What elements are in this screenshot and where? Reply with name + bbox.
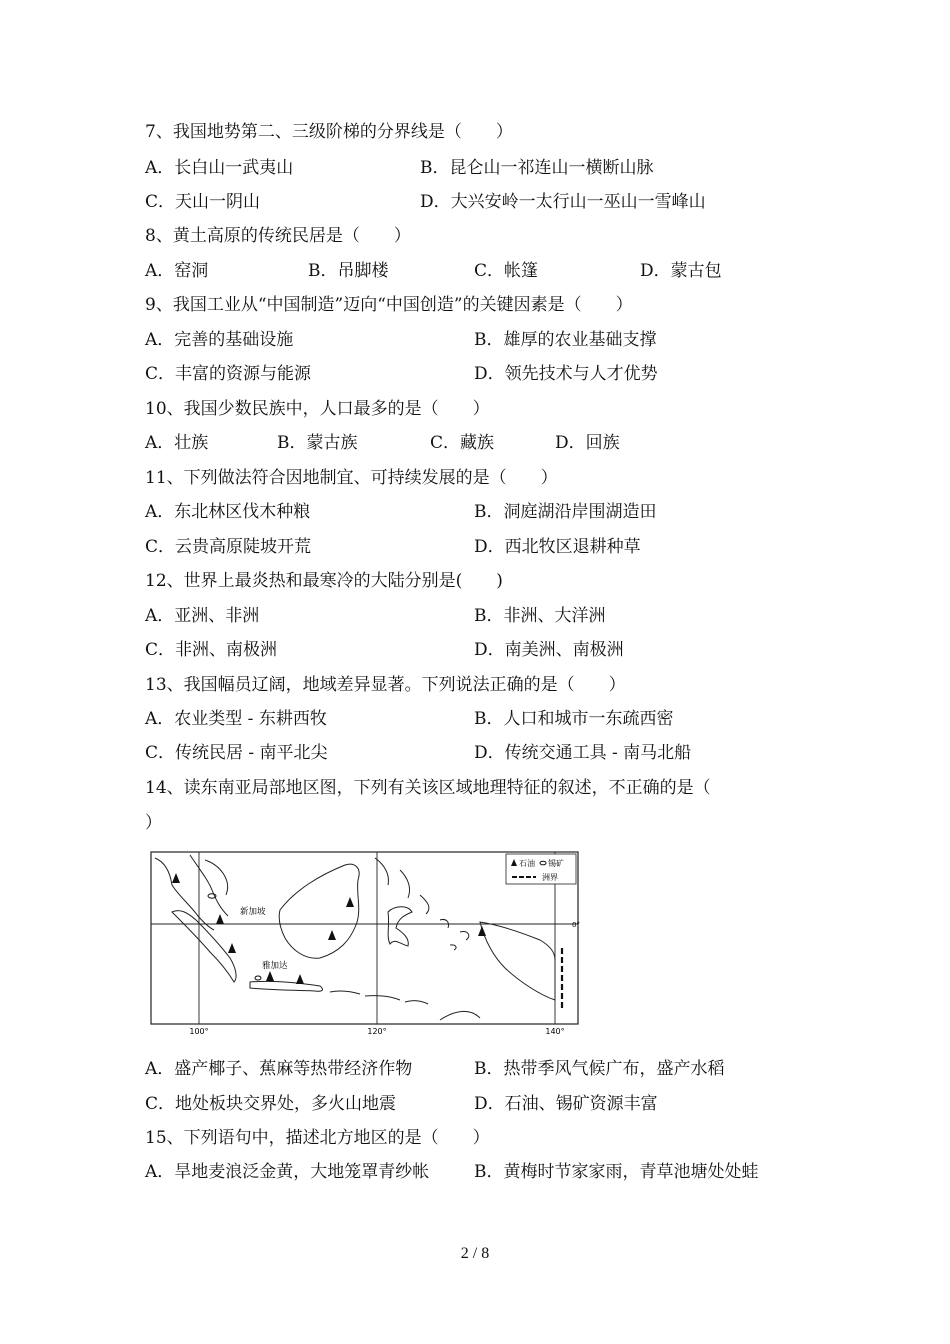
question-12-stem: 12、世界上最炎热和最寒冷的大陆分别是( ) [145, 571, 503, 591]
peninsula-coast [155, 858, 214, 930]
java [250, 981, 322, 991]
question-15-stem: 15、下列语句中，描述北方地区的是（ ） [145, 1128, 490, 1148]
question-13-stem: 13、我国幅员辽阔，地域差异显著。下列说法正确的是（ ） [145, 675, 626, 695]
oil-marker [266, 971, 274, 981]
q15-option-b: B．黄梅时节家家雨，青草池塘处处蛙 [474, 1162, 759, 1182]
q15-option-a: A．旱地麦浪泛金黄，大地笼罩青纱帐 [145, 1162, 430, 1182]
new-guinea [480, 922, 555, 1000]
oil-marker [478, 926, 486, 936]
gulf-coast [205, 860, 228, 895]
philippines [375, 858, 429, 914]
legend-oil-label: 石油 [519, 859, 535, 868]
legend-tin-label: 锡矿 [548, 859, 564, 868]
label-singapore: 新加坡 [240, 907, 266, 917]
q11-option-d: D．西北牧区退耕种草 [474, 537, 641, 557]
q12-option-a: A．亚洲、非洲 [145, 606, 260, 626]
q8-option-a: A．窑洞 [145, 261, 209, 281]
borneo [279, 864, 359, 958]
map-legend [506, 854, 576, 884]
q11-option-c: C．云贵高原陡坡开荒 [145, 537, 312, 557]
q11-option-b: B．洞庭湖沿岸围湖造田 [474, 502, 657, 522]
oil-marker [328, 930, 336, 940]
tin-marker [255, 976, 261, 980]
q12-option-b: B．非洲、大洋洲 [474, 606, 606, 626]
question-11-stem: 11、下列做法符合因地制宜、可持续发展的是（ ） [145, 468, 558, 488]
q13-option-a: A．农业类型 - 东耕西牧 [145, 709, 327, 729]
q13-option-b: B．人口和城市一东疏西密 [474, 709, 674, 729]
tick-lon-140: 140° [545, 1027, 565, 1035]
southeast-asia-map [150, 850, 580, 1035]
q9-option-a: A．完善的基础设施 [145, 330, 294, 350]
q14-option-d: D．石油、锡矿资源丰富 [474, 1094, 658, 1114]
legend-boundary-label: 洲界 [542, 873, 558, 882]
q7-option-a: A．长白山一武夷山 [145, 158, 294, 178]
q8-option-b: B．吊脚楼 [308, 261, 389, 281]
q10-option-b: B．蒙古族 [277, 433, 358, 453]
q8-option-c: C．帐篷 [474, 261, 539, 281]
q13-option-c: C．传统民居 - 南平北尖 [145, 743, 328, 763]
oil-marker [216, 914, 224, 924]
tick-lon-120: 120° [367, 1027, 387, 1035]
sulawesi [388, 907, 412, 946]
q9-option-d: D．领先技术与人才优势 [474, 364, 658, 384]
sumatra [172, 911, 236, 982]
q9-option-c: C．丰富的资源与能源 [145, 364, 312, 384]
oil-marker [228, 943, 236, 953]
question-8-stem: 8、黄土高原的传统民居是（ ） [145, 226, 411, 246]
q13-option-d: D．传统交通工具 - 南马北船 [474, 743, 692, 763]
question-14-stem: 14、读东南亚局部地区图，下列有关该区域地理特征的叙述，不正确的是（ [145, 778, 711, 798]
lesser-sunda [330, 991, 428, 1004]
question-9-stem: 9、我国工业从“中国制造”迈向“中国创造”的关键因素是（ ） [145, 295, 633, 315]
label-equator: 0° [572, 921, 580, 929]
label-jakarta: 雅加达 [262, 961, 288, 971]
oil-marker [172, 873, 180, 883]
page-number: 2 / 8 [460, 1245, 490, 1262]
q14-option-c: C．地处板块交界处，多火山地震 [145, 1094, 397, 1114]
q9-option-b: B．雄厚的农业基础支撑 [474, 330, 657, 350]
q8-option-d: D．蒙古包 [640, 261, 722, 281]
q7-option-d: D．大兴安岭一太行山一巫山一雪峰山 [420, 192, 706, 212]
q14-option-a: A．盛产椰子、蕉麻等热带经济作物 [145, 1059, 413, 1079]
q10-option-c: C．藏族 [430, 433, 495, 453]
oil-marker [296, 974, 304, 984]
q7-option-b: B．昆仑山一祁连山一横断山脉 [420, 158, 654, 178]
q11-option-a: A．东北林区伐木种粮 [145, 502, 311, 522]
question-10-stem: 10、我国少数民族中，人口最多的是（ ） [145, 399, 490, 419]
q12-option-d: D．南美洲、南极洲 [474, 640, 624, 660]
peninsula-east-coast [190, 855, 228, 916]
australia-coast [440, 1011, 480, 1020]
q10-option-a: A．壮族 [145, 433, 209, 453]
q10-option-d: D．回族 [555, 433, 620, 453]
tick-lon-100: 100° [189, 1027, 209, 1035]
q12-option-c: C．非洲、南极洲 [145, 640, 278, 660]
oil-marker [346, 897, 354, 907]
q14-option-b: B．热带季风气候广布，盛产水稻 [474, 1059, 725, 1079]
question-14-stem-cont: ） [145, 813, 162, 833]
question-7-stem: 7、我国地势第二、三级阶梯的分界线是（ ） [145, 122, 513, 142]
q7-option-c: C．天山一阴山 [145, 192, 261, 212]
